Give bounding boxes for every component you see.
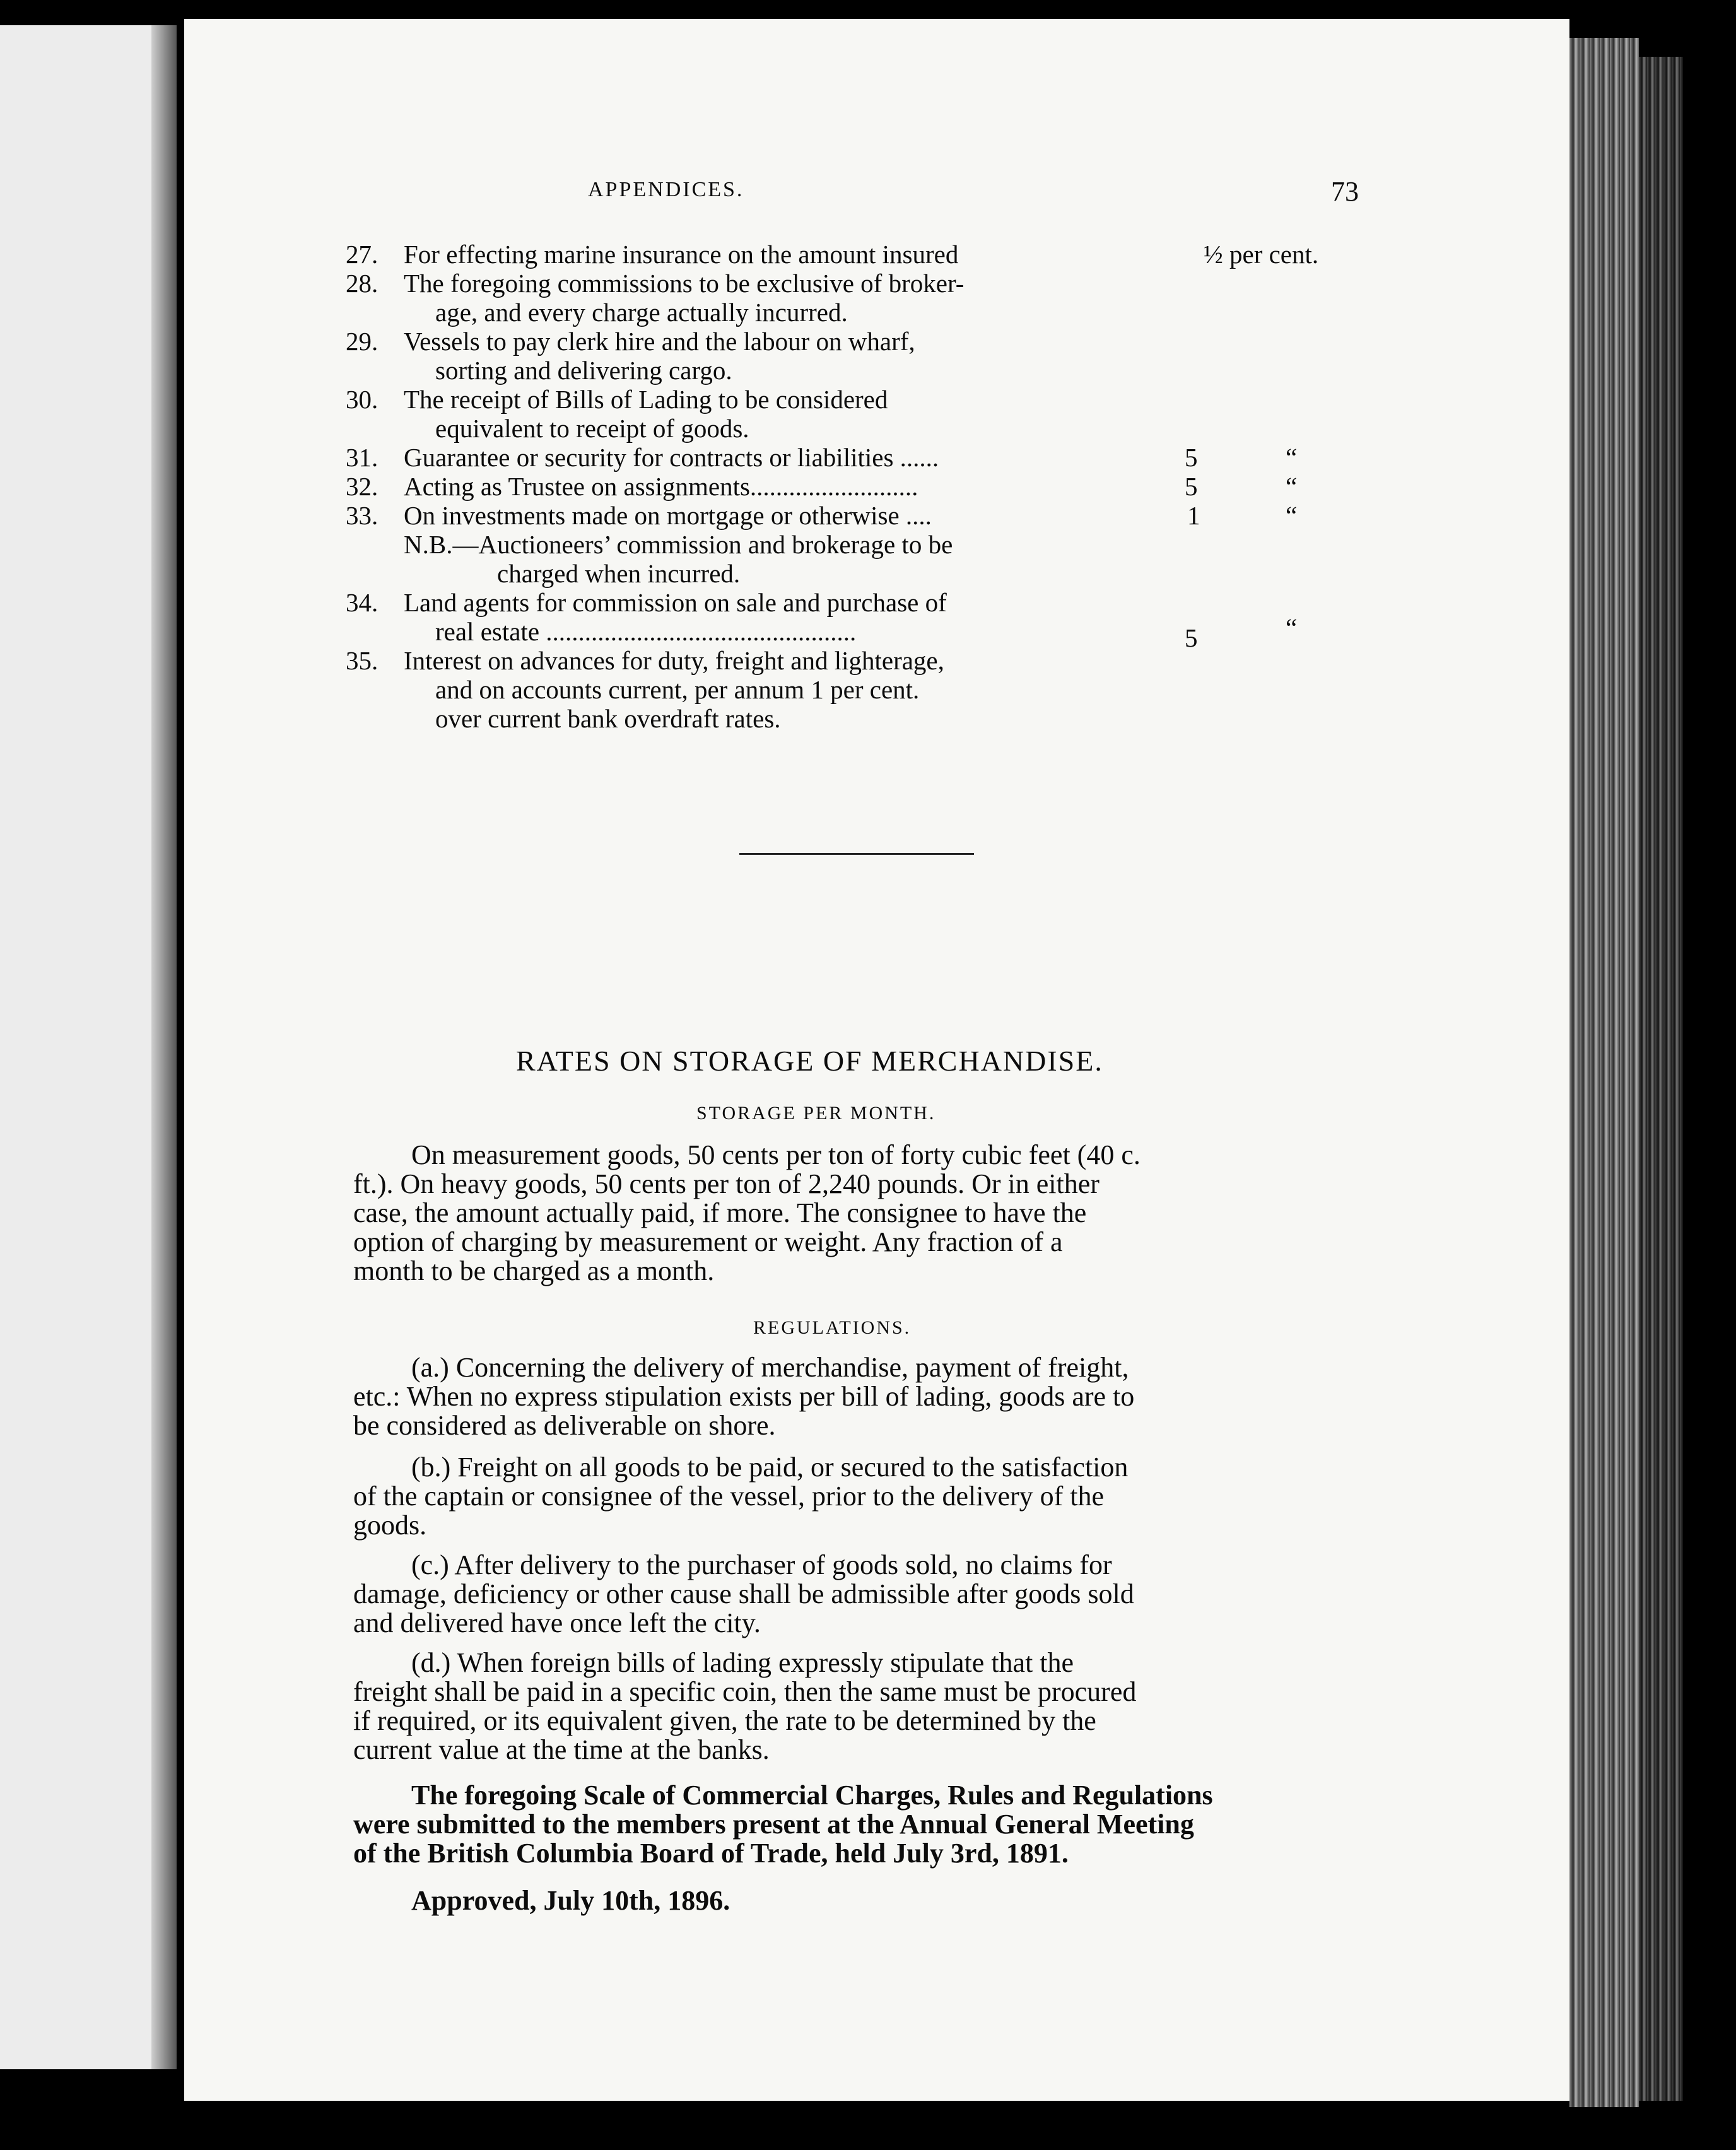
item-text bbox=[404, 269, 1205, 327]
paragraph-line: freight shall be paid in a specific coin, then the same must be procured bbox=[353, 1676, 1137, 1707]
item-text bbox=[404, 588, 1205, 646]
paragraph-line: (d.) When foreign bills of lading expressly stipulate that the bbox=[411, 1647, 1074, 1678]
fee-item-30 bbox=[346, 385, 1368, 443]
paragraph-line: On measurement goods, 50 cents per ton of forty cubic feet (40 c. bbox=[411, 1139, 1141, 1170]
item-number: 27. bbox=[346, 240, 378, 269]
ditto-mark: “ bbox=[1286, 501, 1298, 530]
item-number: 28. bbox=[346, 269, 378, 298]
note-line: charged when incurred. bbox=[497, 559, 741, 588]
running-head: APPENDICES. bbox=[588, 178, 744, 201]
item-line: On investments made on mortgage or otherwise .... bbox=[404, 501, 932, 530]
ditto-mark: “ bbox=[1286, 472, 1298, 501]
storage-paragraph bbox=[353, 1141, 1363, 1286]
paragraph-line: be considered as deliverable on shore. bbox=[353, 1410, 776, 1441]
facing-page-edge bbox=[0, 25, 174, 2069]
item-line: real estate ................................................ bbox=[435, 617, 857, 646]
item-rate: 5 bbox=[1185, 443, 1198, 472]
fee-item-35 bbox=[346, 646, 1368, 733]
paragraph-line: (b.) Freight on all goods to be paid, or secured to the satisfaction bbox=[411, 1452, 1129, 1483]
fee-note bbox=[346, 530, 1368, 588]
item-number: 32. bbox=[346, 472, 378, 501]
book-cover-edge bbox=[1639, 57, 1683, 2101]
paragraph-line: current value at the time at the banks. bbox=[353, 1734, 770, 1765]
regulation-d bbox=[353, 1648, 1363, 1765]
regulations-heading: REGULATIONS. bbox=[753, 1317, 912, 1338]
note-text bbox=[404, 530, 1205, 588]
note-line: N.B.—Auctioneers’ commission and brokerage to be bbox=[404, 530, 953, 559]
item-number: 30. bbox=[346, 385, 378, 414]
paragraph-line: ft.). On heavy goods, 50 cents per ton of 2,240 pounds. Or in either bbox=[353, 1168, 1100, 1199]
paragraph-line: month to be charged as a month. bbox=[353, 1255, 715, 1286]
item-rate: 1 bbox=[1187, 501, 1200, 530]
item-number: 29. bbox=[346, 327, 378, 356]
closing-paragraph bbox=[353, 1781, 1363, 1868]
item-line: sorting and delivering cargo. bbox=[435, 356, 732, 385]
approval-text: Approved, July 10th, 1896. bbox=[411, 1885, 730, 1916]
item-line: The receipt of Bills of Lading to be considered bbox=[404, 385, 888, 414]
item-text bbox=[404, 646, 1205, 733]
fee-list bbox=[346, 240, 1368, 733]
paragraph-line: and delivered have once left the city. bbox=[353, 1607, 761, 1638]
paragraph-line: The foregoing Scale of Commercial Charges, Rules and Regulations bbox=[411, 1780, 1213, 1811]
paragraph-line: (a.) Concerning the delivery of merchandise, payment of freight, bbox=[411, 1352, 1129, 1383]
item-line: over current bank overdraft rates. bbox=[435, 704, 781, 733]
fee-item-34 bbox=[346, 588, 1368, 652]
item-line: equivalent to receipt of goods. bbox=[435, 414, 749, 443]
fee-item-27 bbox=[346, 240, 1368, 269]
section-divider bbox=[739, 853, 974, 855]
item-text bbox=[404, 443, 1205, 472]
item-text bbox=[404, 501, 1205, 530]
book-page-edges bbox=[1569, 38, 1639, 2107]
paragraph-line: (c.) After delivery to the purchaser of goods sold, no claims for bbox=[411, 1549, 1112, 1580]
item-line: age, and every charge actually incurred. bbox=[435, 298, 848, 327]
item-line: Vessels to pay clerk hire and the labour on wharf, bbox=[404, 327, 915, 356]
paragraph-line: option of charging by measurement or weight. Any fraction of a bbox=[353, 1226, 1063, 1257]
item-line: and on accounts current, per annum 1 per cent. bbox=[435, 675, 920, 704]
fee-item-31 bbox=[346, 443, 1368, 472]
fee-item-32 bbox=[346, 472, 1368, 501]
item-line: The foregoing commissions to be exclusive of broker- bbox=[404, 269, 965, 298]
fee-item-29 bbox=[346, 327, 1368, 385]
paragraph-line: of the British Columbia Board of Trade, held July 3rd, 1891. bbox=[353, 1838, 1069, 1869]
item-number: 33. bbox=[346, 501, 378, 530]
item-rate: 5 bbox=[1185, 472, 1198, 501]
item-line: Interest on advances for duty, freight and lighterage, bbox=[404, 646, 944, 675]
section-subtitle: STORAGE PER MONTH. bbox=[696, 1103, 936, 1124]
paragraph-line: goods. bbox=[353, 1510, 427, 1541]
item-text bbox=[404, 472, 1205, 501]
gutter-shadow bbox=[151, 25, 177, 2069]
item-text bbox=[404, 240, 1205, 269]
item-text bbox=[404, 327, 1205, 385]
paragraph-line: of the captain or consignee of the vessel, prior to the delivery of the bbox=[353, 1481, 1105, 1512]
item-line: Land agents for commission on sale and purchase of bbox=[404, 588, 947, 617]
fee-item-33 bbox=[346, 501, 1368, 530]
page-number: 73 bbox=[1331, 176, 1359, 207]
item-rate: 5 bbox=[1185, 623, 1198, 652]
item-number: 34. bbox=[346, 588, 378, 617]
regulation-c bbox=[353, 1551, 1363, 1638]
ditto-mark: “ bbox=[1286, 613, 1298, 642]
item-number: 35. bbox=[346, 646, 378, 675]
ditto-mark: “ bbox=[1286, 443, 1298, 472]
regulation-a bbox=[353, 1353, 1363, 1440]
regulation-b bbox=[353, 1453, 1363, 1540]
paragraph-line: etc.: When no express stipulation exists per bill of lading, goods are to bbox=[353, 1381, 1135, 1412]
paragraph-line: case, the amount actually paid, if more. The consignee to have the bbox=[353, 1197, 1087, 1228]
item-line: Acting as Trustee on assignments.......................... bbox=[404, 472, 918, 501]
paragraph-line: were submitted to the members present at the Annual General Meeting bbox=[353, 1809, 1194, 1840]
item-line: Guarantee or security for contracts or liabilities ...... bbox=[404, 443, 939, 472]
paragraph-line: damage, deficiency or other cause shall be admissible after goods sold bbox=[353, 1578, 1134, 1609]
item-line: For effecting marine insurance on the amount insured bbox=[404, 240, 959, 269]
approval-line bbox=[353, 1886, 1363, 1915]
paragraph-line: if required, or its equivalent given, the rate to be determined by the bbox=[353, 1705, 1096, 1736]
item-rate: ½ per cent. bbox=[1204, 240, 1319, 269]
section-title: RATES ON STORAGE OF MERCHANDISE. bbox=[516, 1045, 1103, 1077]
item-number: 31. bbox=[346, 443, 378, 472]
fee-item-28 bbox=[346, 269, 1368, 327]
item-text bbox=[404, 385, 1205, 443]
